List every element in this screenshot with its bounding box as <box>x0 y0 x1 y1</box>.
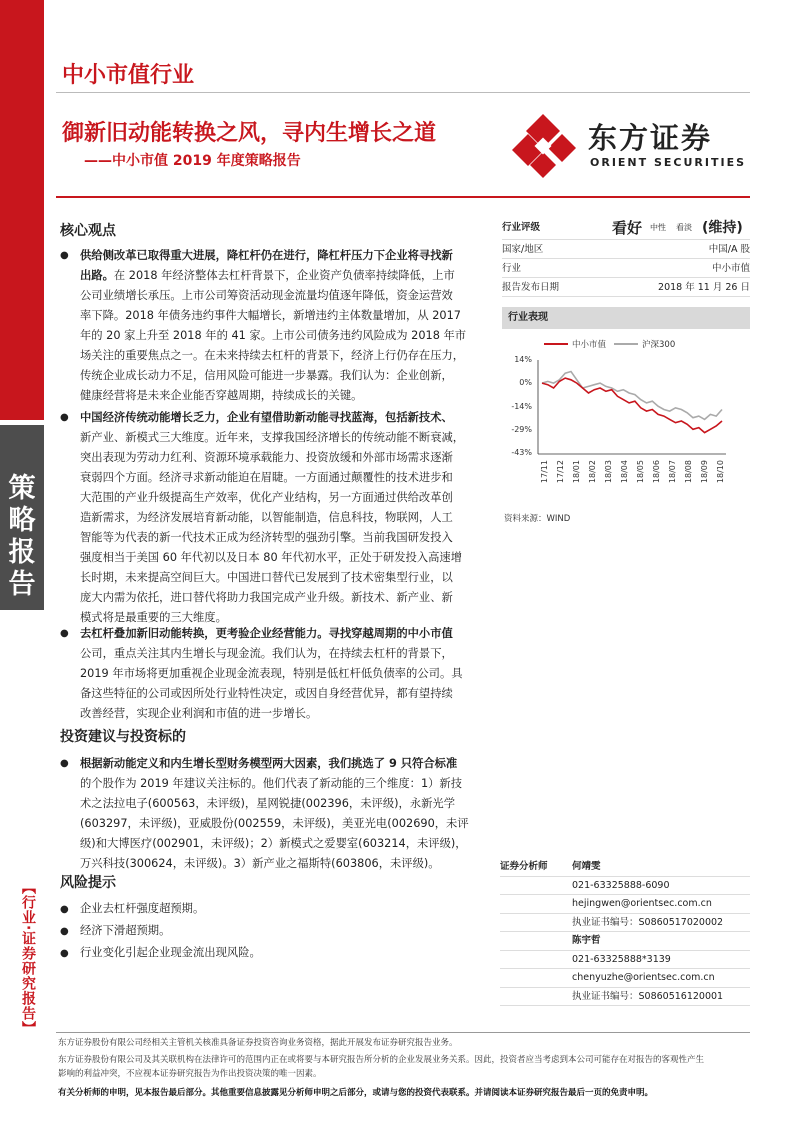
analyst-email[interactable]: chenyuzhe@orientsec.com.cn <box>572 972 715 983</box>
text-line: 公司业绩增长承压。上市公司筹资活动现金流量均值逐年降低，资金运营效 <box>80 289 453 302</box>
x-tick-label: 18/10 <box>716 460 725 484</box>
risk-item: 经济下滑超预期。 <box>80 924 171 937</box>
x-tick-label: 17/12 <box>556 460 565 484</box>
analyst-row <box>500 877 750 896</box>
text-line: 传统企业成长动力不足，信用风险可能进一步暴露。我们认为：企业创新， <box>80 369 453 382</box>
logo-text-en: ORIENT SECURITIES <box>590 156 747 169</box>
section-heading-core: 核心观点 <box>60 223 116 239</box>
text-line: 衰弱四个方面。经济寻求新动能迫在眉睫。一方面通过颠覆性的技术进步和 <box>80 471 453 484</box>
rating-value: 看好 <box>612 218 643 237</box>
left-red-bar <box>0 0 44 420</box>
text-line: (603297，未评级)，亚威股份(002559，未评级)，美亚光电(002690，未评 <box>80 817 469 830</box>
report-title: 御新旧动能转换之风，寻内生增长之道 <box>62 121 437 146</box>
analyst-row <box>500 951 750 970</box>
analyst-row <box>500 895 750 914</box>
footer-disclaimer: 有关分析师的申明，见本报告最后部分。其他重要信息披露见分析师申明之后部分，或请与您的投资代表联系。并请阅读本证券研究报告最后一页的免责申明。 <box>58 1088 654 1098</box>
analyst-phone: 021-63325888-6090 <box>572 879 670 891</box>
text-line: 强度相当于美国 60 年代初以及日本 80 年代初水平，正处于研发投入高速增 <box>80 551 463 564</box>
analyst-cert: 执业证书编号：S0860516120001 <box>572 990 724 1002</box>
series-line-hs300 <box>542 378 722 433</box>
header-rule <box>56 196 750 198</box>
rating-table <box>502 216 750 297</box>
text-line: 造新需求，为经济发展培育新动能，以智能制造，信息科技，物联网，人工 <box>80 511 453 524</box>
core-paragraph-2 <box>80 408 488 628</box>
risk-item: 行业变化引起企业现金流出现风险。 <box>80 946 261 959</box>
analyst-row <box>500 969 750 988</box>
legend-label-2: 沪深300 <box>642 340 676 350</box>
y-tick-label: 14% <box>514 355 532 364</box>
divider <box>56 92 750 93</box>
text-line: 场关注的重要焦点之一。在未来持续去杠杆的背景下，经济上行仍存在压力， <box>80 349 465 362</box>
analyst-block <box>500 858 750 1006</box>
text-line: 的个股作为 2019 年建议关注标的。他们代表了新动能的三个维度：1）新技 <box>80 777 463 790</box>
info-value: 2018 年 11 月 26 日 <box>658 282 750 293</box>
text-line: 模式将是最重要的三大维度。 <box>80 611 227 624</box>
left-category-block <box>0 425 44 610</box>
text-line: 级)和大博医疗(002901，未评级)；2）新模式之爱婴室(603214，未评级)， <box>80 837 467 850</box>
category-char: 略 <box>8 505 36 536</box>
text-line: 万兴科技(300624，未评级)。3）新产业之福斯特(603806，未评级)。 <box>80 857 440 870</box>
bullet-icon: ● <box>60 628 69 639</box>
footer-line: 东方证券股份有限公司及其关联机构在法律许可的范围内正在或将要与本研究报告所分析的企业发展业务关系。因此，投资者应当考虑到本公司可能存在对报告的客观性产生 <box>58 1055 705 1065</box>
bullet-icon: ● <box>60 948 69 959</box>
category-char: 报 <box>8 537 36 568</box>
legend-label-1: 中小市值 <box>572 340 607 350</box>
risk-item: 企业去杠杆强度超预期。 <box>80 902 205 915</box>
text-line: 新产业、新模式三大维度。近年来，支撑我国经济增长的传统动能不断衰减， <box>80 431 465 444</box>
report-subtitle: ——中小市值 2019 年度策略报告 <box>84 153 301 169</box>
x-tick-label: 18/02 <box>588 460 597 484</box>
section-heading-invest: 投资建议与投资标的 <box>60 729 186 745</box>
text-line: 术之法拉电子(600563，未评级)，星网锐捷(002396，未评级)，永新光学 <box>80 797 456 810</box>
text-line: 突出表现为劳动力红利、资源环境承载能力、投资放缓和外部市场需求逐渐 <box>80 451 453 464</box>
info-key: 报告发布日期 <box>502 282 560 293</box>
analyst-row <box>500 914 750 933</box>
info-row <box>502 259 750 278</box>
analyst-name: 陈宇哲 <box>572 935 601 946</box>
x-tick-label: 17/11 <box>540 460 549 484</box>
text-line: 供给侧改革已取得重大进展，降杠杆仍在进行，降杠杆压力下企业将寻找新 <box>80 249 453 262</box>
text-line: 大范围的产业升级提高生产效率，优化产业结构，另一方面通过供给改革创 <box>80 491 453 504</box>
x-tick-label: 18/09 <box>700 460 709 484</box>
rating-bearish: 看淡 <box>676 222 693 232</box>
info-row <box>502 240 750 259</box>
text-line: 庞大内需为依托，进口替代将助力我国完成产业升级。新技术、新产业、新 <box>80 591 453 604</box>
rating-maintain: (维持) <box>702 219 743 236</box>
invest-paragraph <box>80 754 488 874</box>
performance-heading: 行业表现 <box>502 307 750 329</box>
text-line: 根据新动能定义和内生增长型财务模型两大因素，我们挑选了 9 只符合标准 <box>80 757 458 770</box>
footer-rule <box>56 1032 750 1033</box>
y-tick-label: -14% <box>511 402 532 411</box>
info-value: 中小市值 <box>711 263 750 274</box>
y-tick-label: -29% <box>511 425 532 434</box>
analyst-role: 证券分析师 <box>500 861 548 872</box>
text-line: 中国经济传统动能增长乏力，企业有望借助新动能寻找蓝海，包括新技术、 <box>80 411 453 424</box>
rating-label: 行业评级 <box>502 221 541 233</box>
info-row <box>502 278 750 297</box>
x-tick-label: 18/08 <box>684 460 693 484</box>
sector-title: 中小市值行业 <box>62 63 195 88</box>
bullet-icon: ● <box>60 926 69 937</box>
x-tick-label: 18/04 <box>620 460 629 484</box>
analyst-cert: 执业证书编号：S0860517020002 <box>572 916 724 928</box>
y-tick-label: -43% <box>511 448 532 457</box>
rating-row <box>502 216 750 240</box>
logo-text-cn: 东方证券 <box>588 121 713 155</box>
info-value: 中国/A 股 <box>708 244 750 255</box>
footer-line: 东方证券股份有限公司经相关主管机关核准具备证券投资咨询业务资格，据此开展发布证券研究报告业务。 <box>58 1038 458 1048</box>
text-line: 2019 年市场将更加重视企业现金流表现，特别是低杠杆低负债率的公司。具 <box>80 667 463 680</box>
footer-line: 影响的利益冲突，不应视本证券研究报告为作出投资决策的唯一因素。 <box>58 1069 322 1079</box>
text-line: 出路。在 2018 年经济整体去杠杆背景下，企业资产负债率持续降低，上市 <box>80 269 455 282</box>
x-tick-label: 18/07 <box>668 460 677 484</box>
category-char: 策 <box>8 473 36 504</box>
text-line: 去杠杆叠加新旧动能转换，更考验企业经营能力。寻找穿越周期的中小市值 <box>80 627 453 640</box>
text-line: 智能等为代表的新一代技术正成为经济转型的强劲引擎。当前我国研发投入 <box>80 531 453 544</box>
logo-mark-icon <box>510 112 576 178</box>
y-tick-label: 0% <box>519 378 532 387</box>
x-tick-label: 18/05 <box>636 460 645 484</box>
text-line: 公司，重点关注其内生增长与现金流。我们认为，在持续去杠杆的背景下， <box>80 647 453 660</box>
rating-neutral: 中性 <box>650 222 667 232</box>
analyst-phone: 021-63325888*3139 <box>572 953 671 965</box>
info-key: 国家/地区 <box>502 244 544 255</box>
bullet-icon: ● <box>60 758 69 769</box>
text-line: 率下降。2018 年债务违约事件大幅增长，新增违约主体数量增加，从 2017 <box>80 309 461 322</box>
x-tick-label: 18/06 <box>652 460 661 484</box>
report-type-label: 【行业·证券研究报告】 <box>20 880 36 1037</box>
analyst-name: 何靖雯 <box>572 861 601 872</box>
text-line: 健康经营将是未来企业能否穿越周期，持续成长的关键。 <box>80 389 363 402</box>
x-tick-label: 18/03 <box>604 460 613 484</box>
industry-performance-chart <box>502 334 750 509</box>
info-key: 行业 <box>502 263 522 274</box>
text-line: 长时期，未来提高空间巨大。中国进口替代已发展到了技术密集型行业，以 <box>80 571 453 584</box>
analyst-row <box>500 988 750 1007</box>
section-heading-risk: 风险提示 <box>60 875 116 891</box>
x-tick-label: 18/01 <box>572 460 581 484</box>
text-line: 年的 20 家上升至 2018 年的 41 家。上市公司债务违约风险成为 2018 年市 <box>80 329 467 342</box>
text-line: 备这些特征的公司或因所处行业特性决定，或因自身经营优异，都有望持续 <box>80 687 453 700</box>
bullet-icon: ● <box>60 904 69 915</box>
bullet-icon: ● <box>60 250 69 261</box>
text-line: 改善经营，实现企业利润和市值的进一步增长。 <box>80 707 318 720</box>
analyst-email[interactable]: hejingwen@orientsec.com.cn <box>572 898 712 909</box>
core-paragraph-1 <box>80 246 488 406</box>
analyst-row <box>500 932 750 951</box>
core-paragraph-3 <box>80 624 488 724</box>
analyst-row <box>500 858 750 877</box>
bullet-icon: ● <box>60 412 69 423</box>
company-logo <box>510 112 750 178</box>
category-char: 告 <box>8 569 36 600</box>
chart-source: 资料来源：WIND <box>504 514 571 524</box>
